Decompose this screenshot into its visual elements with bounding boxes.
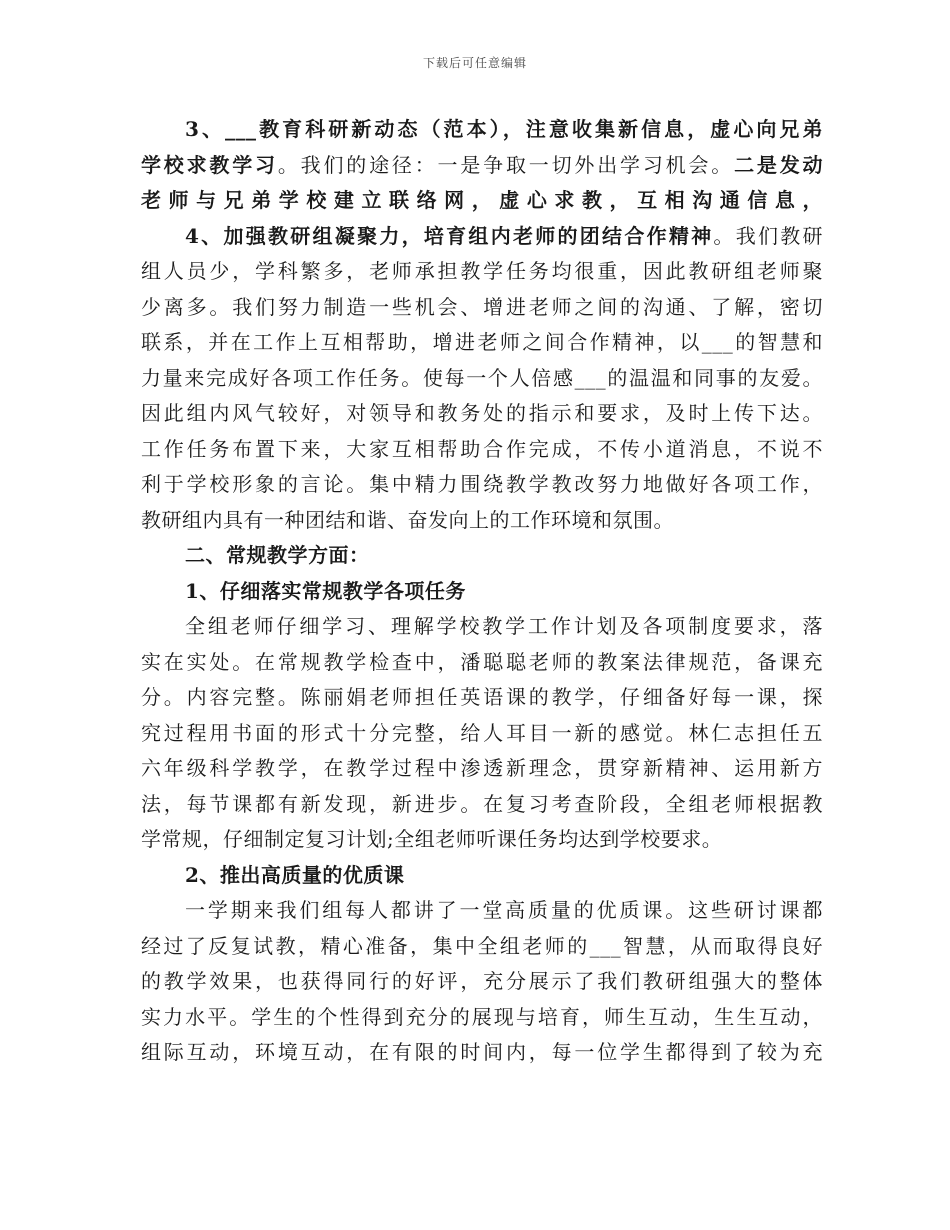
- text-line: [141, 503, 823, 539]
- bold-text-run: 老师与兄弟学校建立联络网，虚心求教，互相沟通信息，: [141, 188, 823, 212]
- page-header: 下载后可任意编辑: [422, 56, 527, 70]
- text-run: 组人员少，学科繁多，老师承担教学任务均很重，因此教研组老师聚: [141, 259, 823, 283]
- text-run: 法，每节课都有新发现，新进步。在复习考查阶段，全组老师根据教: [141, 791, 823, 816]
- text-line: [141, 574, 823, 610]
- text-run: 一学期来我们组每人都讲了一堂高质量的优质课。这些研讨课都: [185, 898, 823, 922]
- text-line: [141, 751, 823, 787]
- text-line: [141, 893, 823, 929]
- text-run: 利于学校形象的言论。集中精力围绕教学教改努力地做好各项工作，: [141, 472, 823, 496]
- bold-text-run: 4、加强教研组凝聚力，培育组内老师的团结合作精神: [185, 223, 714, 248]
- text-line: [141, 645, 823, 681]
- text-line: [141, 112, 823, 148]
- text-run: 。我们教研: [713, 223, 823, 248]
- text-run: 经过了反复试教，精心准备，集中全组老师的___智慧，从而取得良好: [141, 933, 823, 958]
- text-run: 因此组内风气较好，对领导和教务处的指示和要求，及时上传下达。: [141, 401, 823, 425]
- bold-text-run: 学校求教学习: [141, 152, 278, 177]
- text-line: [141, 1035, 823, 1071]
- bold-text-run: 3、___教育科研新动态（范本），注意收集新信息，虚心向兄弟: [185, 117, 823, 141]
- text-run: 教研组内具有一种团结和谐、奋发向上的工作环境和氛围。: [141, 507, 674, 532]
- text-line: [141, 467, 823, 503]
- bold-text-run: 1、仔细落实常规教学各项任务: [185, 578, 466, 603]
- text-line: [141, 787, 823, 823]
- text-line: [141, 858, 823, 894]
- text-line: [141, 183, 823, 219]
- bold-text-run: 2、推出高质量的优质课: [185, 862, 405, 887]
- text-run: 实力水平。学生的个性得到充分的展现与培育，师生互动，生生互动，: [141, 1004, 823, 1029]
- text-line: [141, 254, 823, 290]
- bold-text-run: 二、常规教学方面：: [185, 543, 370, 567]
- document-body: [141, 112, 823, 1071]
- text-line: [141, 964, 823, 1000]
- text-run: 组际互动，环境互动，在有限的时间内，每一位学生都得到了较为充: [141, 1040, 823, 1064]
- text-line: [141, 396, 823, 432]
- text-line: [141, 148, 823, 184]
- text-run: 究过程用书面的形式十分完整，给人耳目一新的感觉。林仁志担任五: [141, 720, 823, 745]
- text-line: [141, 1000, 823, 1036]
- text-line: [141, 325, 823, 361]
- text-line: [141, 822, 823, 858]
- text-run: 工作任务布置下来，大家互相帮助合作完成，不传小道消息，不说不: [141, 436, 823, 461]
- text-line: [141, 432, 823, 468]
- text-run: 。我们的途径：一是争取一切外出学习机会。: [277, 152, 735, 177]
- text-line: [141, 929, 823, 965]
- text-line: [141, 716, 823, 752]
- text-run: 的教学效果，也获得同行的好评，充分展示了我们教研组强大的整体: [141, 969, 823, 993]
- bold-text-run: 二是发动: [734, 152, 823, 177]
- text-line: [141, 680, 823, 716]
- text-run: 实在实处。在常规教学检查中，潘聪聪老师的教案法律规范，备课充: [141, 649, 823, 674]
- text-line: [141, 609, 823, 645]
- text-run: 力量来完成好各项工作任务。使每一个人倍感___的温温和同事的友爱。: [141, 365, 823, 390]
- text-run: 少离多。我们努力制造一些机会、增进老师之间的沟通、了解，密切: [141, 294, 823, 319]
- text-line: [141, 361, 823, 397]
- text-line: [141, 290, 823, 326]
- text-run: 全组老师仔细学习、理解学校教学工作计划及各项制度要求，落: [185, 614, 823, 638]
- text-run: 六年级科学教学，在教学过程中渗透新理念，贯穿新精神、运用新方: [141, 756, 823, 780]
- text-run: 学常规，仔细制定复习计划;全组老师听课任务均达到学校要求。: [141, 827, 723, 851]
- text-line: [141, 219, 823, 255]
- text-run: 联系，并在工作上互相帮助，增进老师之间合作精神，以___的智慧和: [141, 330, 823, 354]
- text-run: 分。内容完整。陈丽娟老师担任英语课的教学，仔细备好每一课，探: [141, 685, 823, 709]
- text-line: [141, 538, 823, 574]
